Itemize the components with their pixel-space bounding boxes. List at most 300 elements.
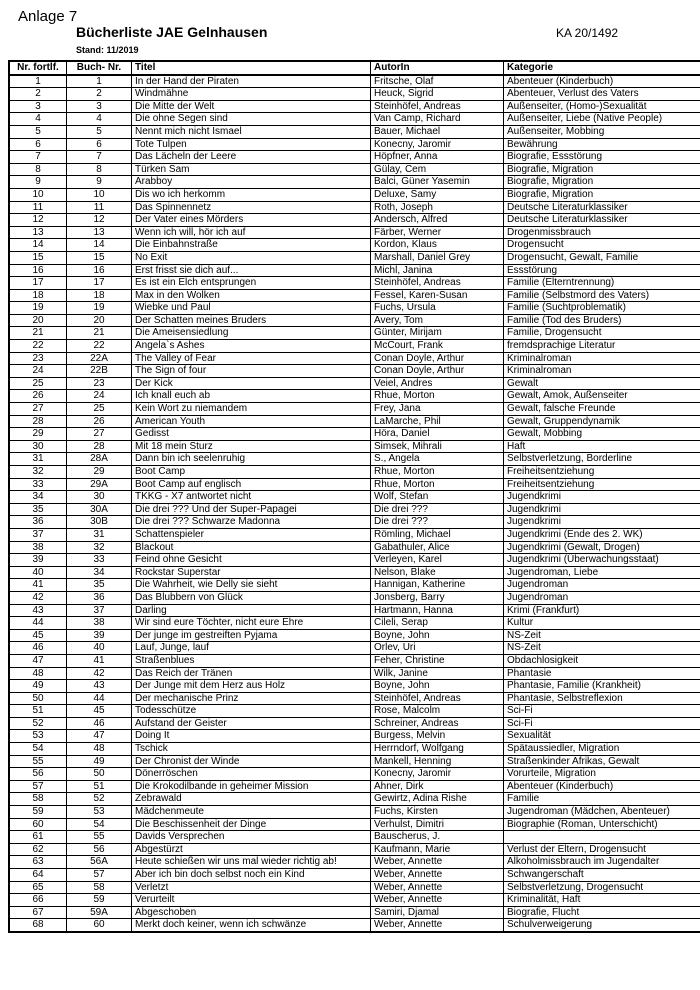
table-cell: Hannigan, Katherine (371, 579, 504, 592)
table-row (9, 466, 700, 479)
table-cell: Drogensucht, Gewalt, Familie (504, 251, 700, 264)
table-cell: 16 (67, 264, 132, 277)
table-cell: 17 (9, 277, 67, 290)
table-cell: Der Junge mit dem Herz aus Holz (132, 680, 371, 693)
table-cell: Ich knall euch ab (132, 390, 371, 403)
table-cell: 35 (67, 579, 132, 592)
table-cell: Biografie, Migration (504, 163, 700, 176)
table-cell: Fessel, Karen-Susan (371, 289, 504, 302)
table-cell: Doing It (132, 730, 371, 743)
table-cell: Michl, Janina (371, 264, 504, 277)
table-cell: 22 (67, 340, 132, 353)
table-row (9, 440, 700, 453)
table-row (9, 327, 700, 340)
table-cell: Zebrawald (132, 793, 371, 806)
table-cell: Ahner, Dirk (371, 780, 504, 793)
status-date: Stand: 11/2019 (76, 45, 139, 55)
table-cell: Die Beschissenheit der Dinge (132, 818, 371, 831)
table-row (9, 768, 700, 781)
table-row (9, 428, 700, 441)
table-cell: Avery, Tom (371, 314, 504, 327)
table-cell: Jugendkrimi (Gewalt, Drogen) (504, 541, 700, 554)
table-cell: Familie (Elterntrennung) (504, 277, 700, 290)
table-row (9, 340, 700, 353)
table-cell: Der Schatten meines Bruders (132, 314, 371, 327)
table-cell: Jugendkrimi (504, 503, 700, 516)
table-cell: Aber ich bin doch selbst noch ein Kind (132, 869, 371, 882)
table-cell: Phantasie, Selbstreflexion (504, 692, 700, 705)
table-cell: Davids Versprechen (132, 831, 371, 844)
table-row (9, 654, 700, 667)
table-cell: 39 (9, 554, 67, 567)
table-cell: 51 (9, 705, 67, 718)
table-cell: Gülay, Cem (371, 163, 504, 176)
table-cell: 63 (9, 856, 67, 869)
table-cell: 30 (9, 440, 67, 453)
table-cell: 59 (9, 806, 67, 819)
table-cell: TKKG - X7 antwortet nicht (132, 491, 371, 504)
table-cell: 15 (67, 251, 132, 264)
table-cell: Wiebke und Paul (132, 302, 371, 315)
table-cell: 59A (67, 906, 132, 919)
table-row (9, 906, 700, 919)
table-cell: Bauscherus, J. (371, 831, 504, 844)
table-cell: Marshall, Daniel Grey (371, 251, 504, 264)
table-cell: Feher, Christine (371, 654, 504, 667)
table-row (9, 541, 700, 554)
table-cell: Straßenblues (132, 654, 371, 667)
table-row (9, 314, 700, 327)
table-cell: 29 (9, 428, 67, 441)
table-row (9, 780, 700, 793)
table-cell: 45 (67, 705, 132, 718)
table-cell: Familie, Drogensucht (504, 327, 700, 340)
table-cell: 30 (67, 491, 132, 504)
table-row (9, 843, 700, 856)
table-cell: 30B (67, 516, 132, 529)
table-cell: Arabboy (132, 176, 371, 189)
table-cell: Der junge im gestreiften Pyjama (132, 629, 371, 642)
table-row (9, 75, 700, 88)
table-cell: Abenteuer (Kinderbuch) (504, 780, 700, 793)
table-cell: 53 (67, 806, 132, 819)
table-cell: 67 (9, 906, 67, 919)
table-cell: Lauf, Junge, lauf (132, 642, 371, 655)
table-row (9, 390, 700, 403)
table-cell: Das Blubbern von Glück (132, 591, 371, 604)
table-cell: 62 (9, 843, 67, 856)
table-cell: Bewährung (504, 138, 700, 151)
table-cell: Cileli, Serap (371, 617, 504, 630)
table-row (9, 214, 700, 227)
table-cell: Wolf, Stefan (371, 491, 504, 504)
table-cell: Deutsche Literaturklassiker (504, 201, 700, 214)
table-cell: 34 (9, 491, 67, 504)
table-cell: Samiri, Djamal (371, 906, 504, 919)
table-cell: In der Hand der Piraten (132, 75, 371, 88)
table-cell: Konecny, Jaromir (371, 138, 504, 151)
table-cell: Blackout (132, 541, 371, 554)
table-cell: Das Lächeln der Leere (132, 151, 371, 164)
table-cell: Verurteilt (132, 894, 371, 907)
table-cell: Färber, Werner (371, 226, 504, 239)
table-row (9, 163, 700, 176)
table-row (9, 113, 700, 126)
table-cell: 9 (9, 176, 67, 189)
table-cell: Jugendkrimi (Überwachungsstaat) (504, 554, 700, 567)
table-cell: Drogenmissbrauch (504, 226, 700, 239)
table-row (9, 453, 700, 466)
table-cell: Krimi (Frankfurt) (504, 604, 700, 617)
table-cell: Drogensucht (504, 239, 700, 252)
table-row (9, 680, 700, 693)
table-cell: Steinhöfel, Andreas (371, 100, 504, 113)
book-list-table (8, 60, 700, 933)
table-cell: 48 (9, 667, 67, 680)
table-cell: 20 (67, 314, 132, 327)
table-cell: 7 (67, 151, 132, 164)
table-cell: 43 (9, 604, 67, 617)
table-cell: Erst frisst sie dich auf... (132, 264, 371, 277)
table-cell: Essstörung (504, 264, 700, 277)
table-cell: Veiel, Andres (371, 377, 504, 390)
table-cell: 54 (9, 743, 67, 756)
table-cell: Rhue, Morton (371, 466, 504, 479)
table-cell: Alkoholmissbrauch im Jugendalter (504, 856, 700, 869)
table-cell: Weber, Annette (371, 894, 504, 907)
table-row (9, 100, 700, 113)
table-cell: Günter, Mirijam (371, 327, 504, 340)
table-cell: 35 (9, 503, 67, 516)
table-cell: 26 (67, 415, 132, 428)
table-cell: 54 (67, 818, 132, 831)
table-cell: 42 (67, 667, 132, 680)
table-cell: Heuck, Sigrid (371, 88, 504, 101)
table-cell: Verletzt (132, 881, 371, 894)
table-cell: No Exit (132, 251, 371, 264)
table-cell: Simsek, Mihrali (371, 440, 504, 453)
table-cell: Außenseiter, Liebe (Native People) (504, 113, 700, 126)
table-cell: 3 (67, 100, 132, 113)
table-row (9, 516, 700, 529)
table-row (9, 88, 700, 101)
table-cell: 41 (9, 579, 67, 592)
table-cell: 13 (9, 226, 67, 239)
table-cell: Phantasie, Familie (Krankheit) (504, 680, 700, 693)
header-row (9, 61, 700, 75)
table-cell: 6 (67, 138, 132, 151)
table-row (9, 717, 700, 730)
table-cell: Es ist ein Elch entsprungen (132, 277, 371, 290)
table-cell: 29 (67, 466, 132, 479)
table-cell: 5 (67, 125, 132, 138)
table-cell: Mankell, Henning (371, 755, 504, 768)
table-row (9, 881, 700, 894)
table-cell: Boyne, John (371, 629, 504, 642)
table-cell: Gewirtz, Adina Rishe (371, 793, 504, 806)
table-cell: Verhulst, Dimitri (371, 818, 504, 831)
table-cell: Balci, Güner Yasemin (371, 176, 504, 189)
table-cell: 33 (9, 478, 67, 491)
table-row (9, 705, 700, 718)
table-cell: Wir sind eure Töchter, nicht eure Ehre (132, 617, 371, 630)
table-cell: NS-Zeit (504, 642, 700, 655)
table-cell: 45 (9, 629, 67, 642)
table-cell: Dönerröschen (132, 768, 371, 781)
table-cell: 25 (67, 403, 132, 416)
table-cell: 49 (67, 755, 132, 768)
table-cell: Freiheitsentziehung (504, 466, 700, 479)
table-cell: 32 (9, 466, 67, 479)
table-cell: 31 (67, 528, 132, 541)
table-row (9, 894, 700, 907)
table-cell: Obdachlosigkeit (504, 654, 700, 667)
table-cell: 37 (9, 528, 67, 541)
table-cell: The Valley of Fear (132, 352, 371, 365)
table-row (9, 629, 700, 642)
table-row (9, 302, 700, 315)
table-cell: Freiheitsentziehung (504, 478, 700, 491)
table-cell: Jugendroman, Liebe (504, 566, 700, 579)
column-header-kategorie: Kategorie (504, 61, 700, 75)
table-cell: Biografie, Migration (504, 188, 700, 201)
table-cell: 38 (9, 541, 67, 554)
table-row (9, 403, 700, 416)
table-cell: LaMarche, Phil (371, 415, 504, 428)
table-cell: 19 (67, 302, 132, 315)
table-cell: Gewalt, Mobbing (504, 428, 700, 441)
table-header (9, 61, 700, 75)
table-cell: 5 (9, 125, 67, 138)
table-cell: fremdsprachige Literatur (504, 340, 700, 353)
table-cell: 53 (9, 730, 67, 743)
table-row (9, 289, 700, 302)
table-cell: 58 (9, 793, 67, 806)
table-row (9, 806, 700, 819)
book-list-table-wrap (8, 60, 700, 933)
table-cell: 47 (67, 730, 132, 743)
table-cell: McCourt, Frank (371, 340, 504, 353)
table-cell: 22 (9, 340, 67, 353)
column-header-autorin: AutorIn (371, 61, 504, 75)
document-reference: KA 20/1492 (556, 26, 619, 40)
table-cell: Die drei ??? Und der Super-Papagei (132, 503, 371, 516)
table-cell: Kriminalroman (504, 365, 700, 378)
table-cell: 55 (9, 755, 67, 768)
table-row (9, 692, 700, 705)
table-cell (504, 831, 700, 844)
table-cell: Familie (Selbstmord des Vaters) (504, 289, 700, 302)
table-cell: 51 (67, 780, 132, 793)
table-cell: Biografie, Essstörung (504, 151, 700, 164)
table-cell: 2 (67, 88, 132, 101)
table-cell: 4 (67, 113, 132, 126)
table-row (9, 793, 700, 806)
table-cell: Andersch, Alfred (371, 214, 504, 227)
table-cell: 61 (9, 831, 67, 844)
table-cell: Familie (Suchtproblematik) (504, 302, 700, 315)
table-cell: Straßenkinder Afrikas, Gewalt (504, 755, 700, 768)
table-cell: Familie (504, 793, 700, 806)
table-cell: Fritsche, Olaf (371, 75, 504, 88)
table-cell: Das Reich der Tränen (132, 667, 371, 680)
table-row (9, 415, 700, 428)
table-cell: Gewalt, Gruppendynamik (504, 415, 700, 428)
table-row (9, 617, 700, 630)
table-cell: 40 (67, 642, 132, 655)
table-cell: Die Einbahnstraße (132, 239, 371, 252)
table-cell: Biographie (Roman, Unterschicht) (504, 818, 700, 831)
table-cell: 23 (67, 377, 132, 390)
table-row (9, 365, 700, 378)
table-row (9, 226, 700, 239)
table-cell: Hartmann, Hanna (371, 604, 504, 617)
table-cell: Schwangerschaft (504, 869, 700, 882)
table-cell: 16 (9, 264, 67, 277)
table-cell: Wilk, Janine (371, 667, 504, 680)
table-cell: 48 (67, 743, 132, 756)
table-cell: 17 (67, 277, 132, 290)
table-cell: 6 (9, 138, 67, 151)
table-row (9, 151, 700, 164)
table-cell: 27 (67, 428, 132, 441)
table-cell: Der Kick (132, 377, 371, 390)
table-cell: 58 (67, 881, 132, 894)
table-cell: Dann bin ich seelenruhig (132, 453, 371, 466)
table-cell: Boot Camp auf englisch (132, 478, 371, 491)
table-cell: 15 (9, 251, 67, 264)
table-cell: 18 (9, 289, 67, 302)
table-cell: 14 (67, 239, 132, 252)
table-cell: Jugendroman (504, 579, 700, 592)
table-cell: 50 (9, 692, 67, 705)
table-cell: 8 (67, 163, 132, 176)
table-cell: Die Mitte der Welt (132, 100, 371, 113)
table-cell: 40 (9, 566, 67, 579)
table-cell: Nelson, Blake (371, 566, 504, 579)
table-row (9, 667, 700, 680)
table-cell: Schreiner, Andreas (371, 717, 504, 730)
table-cell: NS-Zeit (504, 629, 700, 642)
table-cell: 46 (9, 642, 67, 655)
table-cell: 22A (67, 352, 132, 365)
table-cell: 56 (9, 768, 67, 781)
table-cell: 25 (9, 377, 67, 390)
table-cell: S., Angela (371, 453, 504, 466)
table-cell: Kultur (504, 617, 700, 630)
table-cell: Orlev, Uri (371, 642, 504, 655)
table-cell: 10 (67, 188, 132, 201)
table-cell: 31 (9, 453, 67, 466)
table-cell: 39 (67, 629, 132, 642)
table-cell: Außenseiter, (Homo-)Sexualität (504, 100, 700, 113)
table-cell: 4 (9, 113, 67, 126)
table-cell: Abgeschoben (132, 906, 371, 919)
table-cell: Burgess, Melvin (371, 730, 504, 743)
table-cell: Weber, Annette (371, 856, 504, 869)
table-row (9, 591, 700, 604)
table-row (9, 251, 700, 264)
table-cell: 1 (9, 75, 67, 88)
table-cell: Kriminalität, Haft (504, 894, 700, 907)
table-cell: 50 (67, 768, 132, 781)
column-header-titel: Titel (132, 61, 371, 75)
table-row (9, 176, 700, 189)
table-cell: Rhue, Morton (371, 390, 504, 403)
annex-label: Anlage 7 (18, 8, 78, 25)
table-cell: 34 (67, 566, 132, 579)
table-cell: Todesschütze (132, 705, 371, 718)
table-row (9, 277, 700, 290)
column-header-nr: Nr. fortlf. (9, 61, 67, 75)
table-cell: Jonsberg, Barry (371, 591, 504, 604)
table-cell: Höpfner, Anna (371, 151, 504, 164)
table-cell: 18 (67, 289, 132, 302)
table-cell: 8 (9, 163, 67, 176)
table-cell: Türken Sam (132, 163, 371, 176)
table-cell: 2 (9, 88, 67, 101)
table-cell: Jugendkrimi (504, 516, 700, 529)
table-cell: Feind ohne Gesicht (132, 554, 371, 567)
table-cell: Mädchenmeute (132, 806, 371, 819)
table-cell: Die ohne Segen sind (132, 113, 371, 126)
table-row (9, 239, 700, 252)
table-cell: Roth, Joseph (371, 201, 504, 214)
table-row (9, 856, 700, 869)
table-cell: Gabathuler, Alice (371, 541, 504, 554)
table-cell: 60 (9, 818, 67, 831)
table-cell: 60 (67, 919, 132, 932)
table-cell: Haft (504, 440, 700, 453)
table-cell: Sci-Fi (504, 705, 700, 718)
table-cell: Rose, Malcolm (371, 705, 504, 718)
table-cell: Frey, Jana (371, 403, 504, 416)
table-cell: 29A (67, 478, 132, 491)
table-cell: 21 (67, 327, 132, 340)
table-row (9, 528, 700, 541)
table-cell: 59 (67, 894, 132, 907)
table-cell: 7 (9, 151, 67, 164)
table-row (9, 831, 700, 844)
table-cell: Wenn ich will, hör ich auf (132, 226, 371, 239)
table-cell: Steinhöfel, Andreas (371, 692, 504, 705)
table-cell: 21 (9, 327, 67, 340)
table-cell: 27 (9, 403, 67, 416)
table-cell: Weber, Annette (371, 869, 504, 882)
table-row (9, 579, 700, 592)
table-cell: Schattenspieler (132, 528, 371, 541)
table-cell: Herrndorf, Wolfgang (371, 743, 504, 756)
table-cell: 19 (9, 302, 67, 315)
table-cell: 43 (67, 680, 132, 693)
table-cell: 12 (67, 214, 132, 227)
table-cell: Abgestürzt (132, 843, 371, 856)
table-row (9, 919, 700, 932)
table-cell: Rhue, Morton (371, 478, 504, 491)
table-cell: 11 (9, 201, 67, 214)
table-cell: 20 (9, 314, 67, 327)
table-cell: 49 (9, 680, 67, 693)
table-cell: 28A (67, 453, 132, 466)
table-cell: 28 (9, 415, 67, 428)
table-row (9, 478, 700, 491)
table-cell: Abenteuer, Verlust des Vaters (504, 88, 700, 101)
table-cell: 42 (9, 591, 67, 604)
table-cell: Römling, Michael (371, 528, 504, 541)
table-cell: 28 (67, 440, 132, 453)
book-table-body (9, 75, 700, 932)
table-cell: Sexualität (504, 730, 700, 743)
